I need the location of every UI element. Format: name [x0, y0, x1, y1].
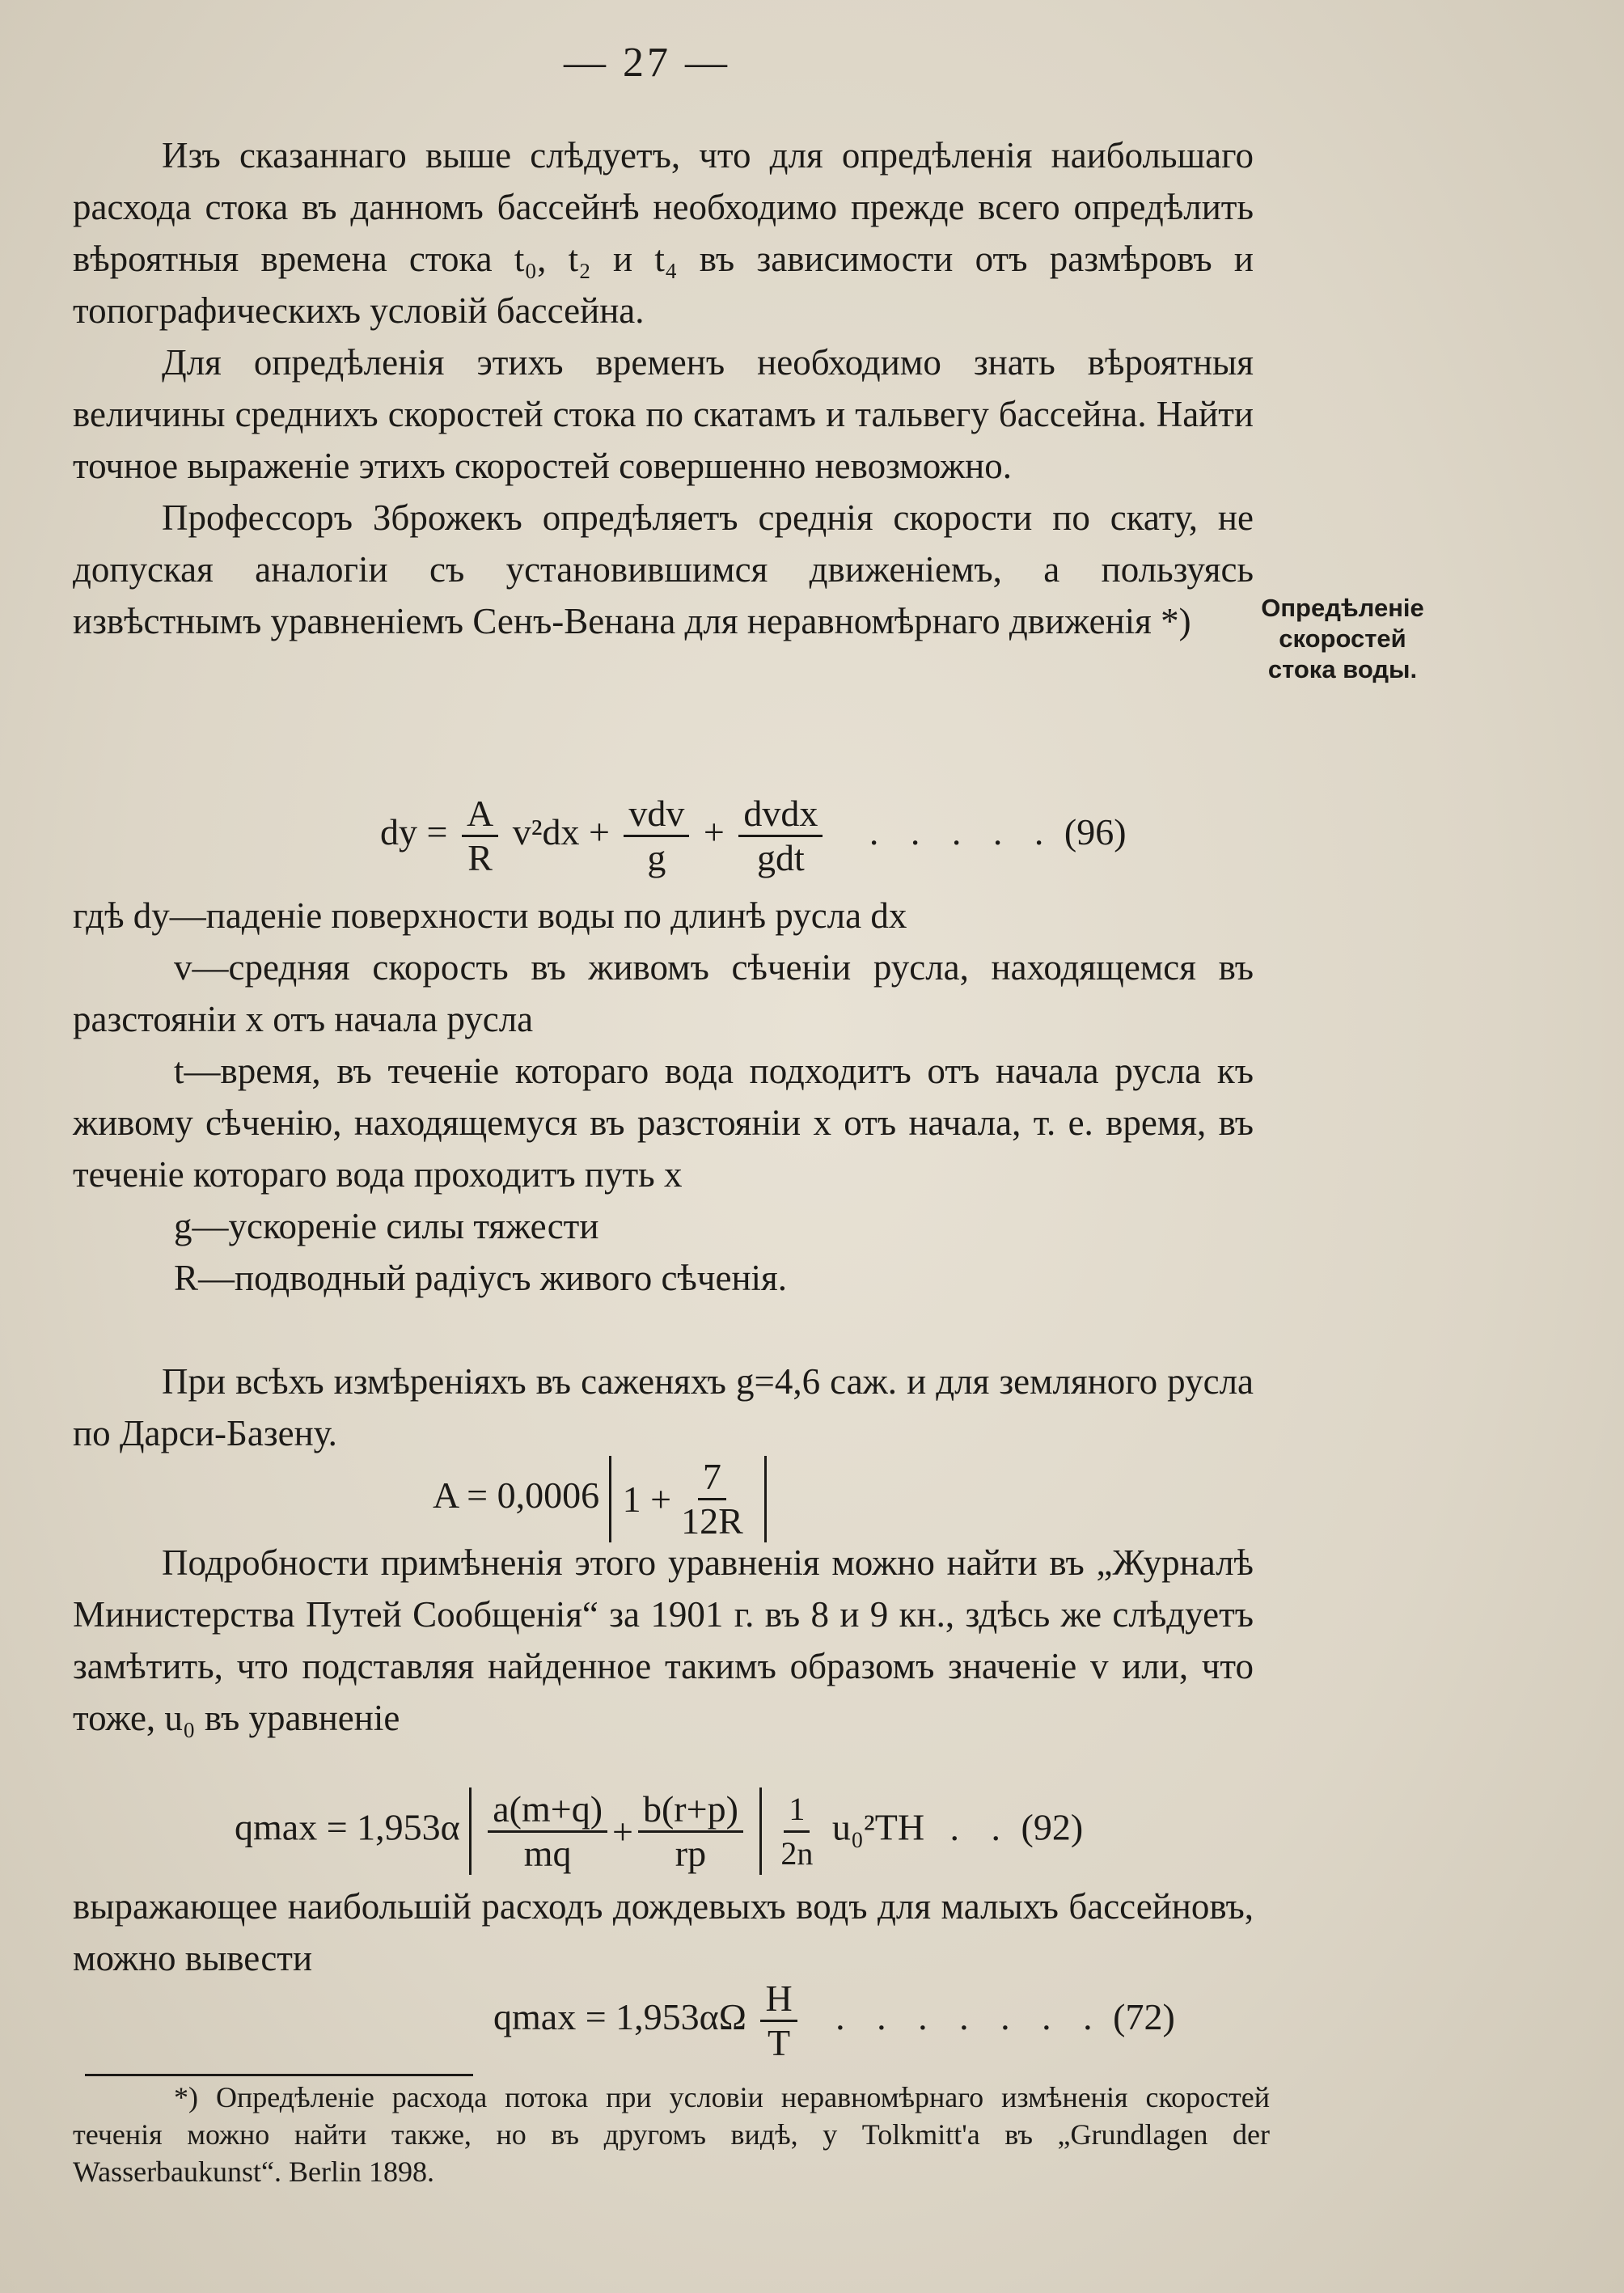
eq72-dots: . . . . . . . — [835, 1996, 1104, 2038]
paragraph-1: Изъ сказаннаго выше слѣдуетъ, что для опредѣленія наибольшаго расхода стока въ данномъ бассейнѣ необходимо прежде всего опредѣлить вѣроятныя времена стока t₀, t₂ и t₄ въ зависимости отъ размѣровъ и топографическихъ условій бассейна. — [73, 135, 1254, 331]
footnote-rule — [85, 2074, 473, 2076]
paragraph-6: выражающее наибольшій расходъ дождевыхъ водъ для малыхъ бассейновъ, можно вывести — [73, 1886, 1254, 1978]
paragraph-2: Для опредѣленія этихъ временъ необходимо знать вѣроятныя величины среднихъ скоростей стока по скатамъ и тальвегу бассейна. Найти точное выраженіе этихъ скоростей совершенно невозможно. — [73, 342, 1254, 486]
eq96-dots: . . . . . — [869, 811, 1055, 853]
eq96-fraction-2 — [624, 793, 689, 879]
eq92-f1-num: a(m+q) — [488, 1788, 607, 1833]
eq96-fraction-3 — [738, 793, 823, 879]
paragraph-3: Профессоръ Зброжекъ опредѣляетъ среднія скорости по скату, не допуская аналогіи съ установившимся движеніемъ, а пользуясь извѣстнымъ уравненіемъ Сенъ-Венана для неравномѣрнаго движенія *) — [73, 497, 1254, 641]
definition-t: t—время, въ теченіе котораго вода подходитъ отъ начала русла къ живому сѣченію, находящемуся въ разстояніи x отъ начала, т. е. время, въ теченіе котораго вода проходитъ путь x — [73, 1051, 1254, 1195]
eq92-fraction-1 — [488, 1788, 607, 1875]
eqa-num: 7 — [698, 1456, 726, 1500]
eq92-exp-num: 1 — [784, 1788, 810, 1833]
text-block-details — [73, 1537, 1254, 1744]
eq96-plus: + — [703, 811, 725, 853]
equation-92 — [235, 1787, 1083, 1875]
eq96-f2-num: vdv — [624, 793, 689, 837]
text-block-measure — [73, 1356, 1254, 1459]
eq92-f2-num: b(r+p) — [638, 1788, 743, 1833]
definitions-block — [73, 890, 1254, 1304]
text-block-top — [73, 129, 1254, 647]
page-number: — 27 — — [564, 40, 730, 86]
eq92-lhs: qmax = 1,953α — [235, 1806, 460, 1848]
footnote — [73, 2079, 1270, 2190]
paragraph-4: При всѣхъ измѣреніяхъ въ саженяхъ g=4,6 саж. и для земляного русла по Дарси-Базену. — [73, 1361, 1254, 1453]
eq92-f1-den: mq — [523, 1833, 572, 1874]
eq92-fraction-2 — [638, 1788, 743, 1875]
eq96-f2-den: g — [647, 837, 666, 878]
equation-96 — [380, 793, 1127, 879]
eqa-fraction — [676, 1456, 748, 1542]
eq92-plus: + — [612, 1811, 633, 1852]
equation-a — [433, 1456, 767, 1542]
eq96-f3-num: dvdx — [738, 793, 823, 837]
eq92-dots: . . — [949, 1806, 1013, 1848]
eq96-lhs: dy = — [380, 811, 448, 853]
eq92-bracket — [469, 1787, 762, 1875]
eq92-exp-den: 2n — [780, 1834, 814, 1872]
eqa-den: 12R — [681, 1500, 743, 1542]
eqa-lhs: A = 0,0006 — [433, 1474, 600, 1517]
eq72-lhs: qmax = 1,953αΩ — [493, 1996, 746, 2038]
definition-v: v—средняя скорость въ живомъ сѣченіи русла, находящемся въ разстояніи x отъ начала русла — [73, 947, 1254, 1039]
eq92-number: (92) — [1021, 1806, 1084, 1848]
eq92-f2-den: rp — [675, 1833, 707, 1874]
eq72-fraction — [760, 1978, 797, 2064]
definition-g: g—ускореніе силы тяжести — [174, 1206, 599, 1246]
eq96-term: v²dx + — [512, 811, 610, 853]
eq96-f1-den: R — [467, 837, 493, 878]
eq92-tail: u₀²TH — [831, 1806, 925, 1848]
eq92-exponent — [776, 1788, 818, 1875]
margin-note: Опредѣленіе скоростей стока воды. — [1261, 594, 1424, 683]
eq96-fraction-1 — [462, 793, 498, 879]
eq96-number: (96) — [1064, 811, 1127, 853]
definition-r: R—подводный радіусъ живого сѣченія. — [174, 1258, 787, 1298]
definition-dy: гдѣ dy—паденіе поверхности воды по длинѣ русла dx — [73, 895, 907, 936]
equation-72 — [493, 1978, 1175, 2064]
eq96-f1-num: A — [462, 793, 498, 837]
eq96-f3-den: gdt — [756, 837, 805, 878]
eqa-bracket — [609, 1456, 767, 1542]
eq72-num: H — [760, 1978, 797, 2022]
paragraph-5: Подробности примѣненія этого уравненія можно найти въ „Журналѣ Министерства Путей Сообщенія“ за 1901 г. въ 8 и 9 кн., здѣсь же слѣдуетъ замѣтить, что подставляя найденное такимъ образомъ значеніе v или, что тоже, u₀ въ уравненіе — [73, 1542, 1254, 1738]
footnote-text: *) Опредѣленіе расхода потока при условіи неравномѣрнаго измѣненія скоростей теченія можно найти также, но въ другомъ видѣ, у Tolkmitt'a въ „Grundlagen der Wasserbaukunst“. Berlin 1898. — [73, 2081, 1270, 2188]
eq72-number: (72) — [1113, 1996, 1175, 2038]
eq72-den: T — [768, 2022, 791, 2063]
eqa-one: 1 + — [622, 1479, 672, 1520]
text-block-bottom — [73, 1881, 1254, 1984]
